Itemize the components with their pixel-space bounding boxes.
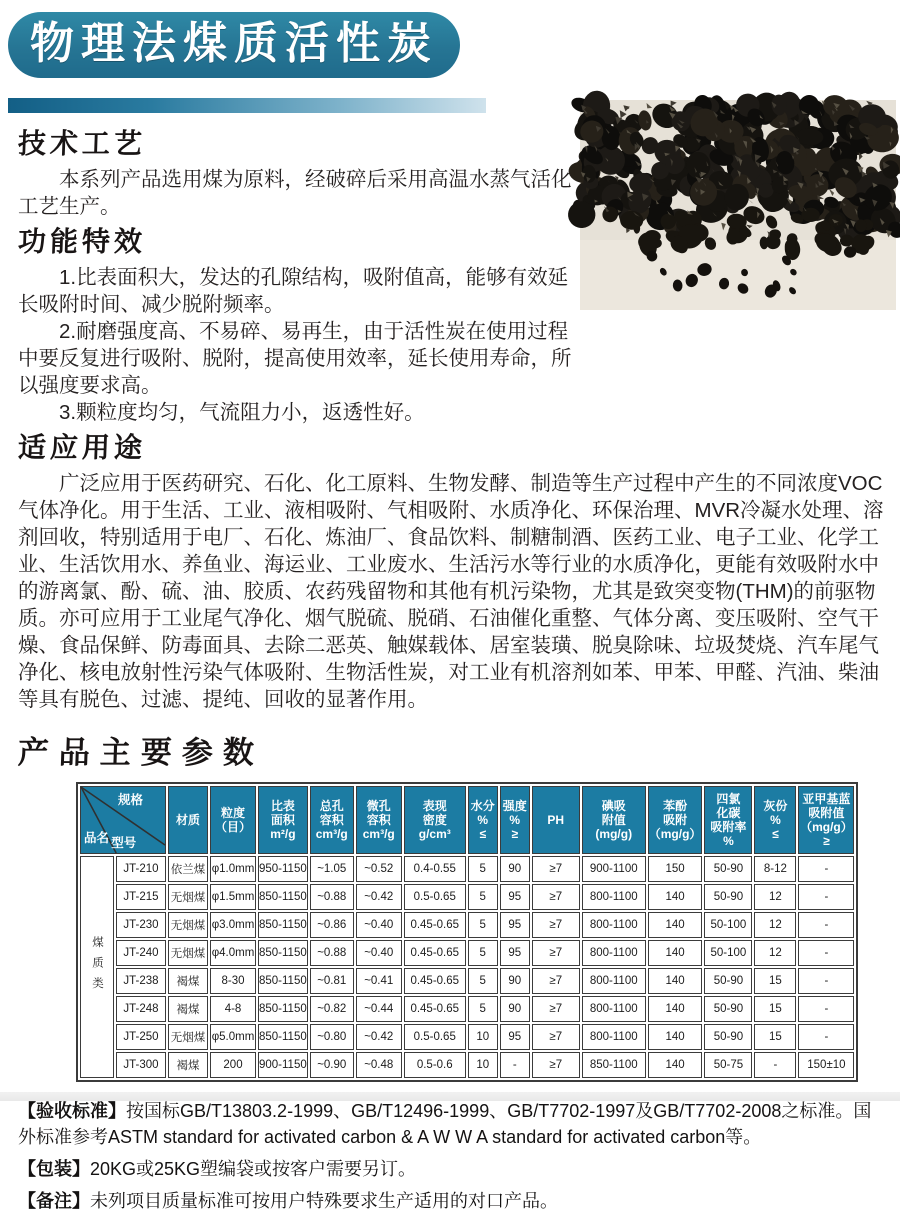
value-cell: ≥7 (532, 1052, 580, 1078)
value-cell: 50-100 (704, 940, 752, 966)
value-cell: 95 (500, 884, 530, 910)
value-cell: 800-1100 (582, 940, 646, 966)
model-cell: JT-215 (116, 884, 166, 910)
value-cell: 12 (754, 884, 796, 910)
value-cell: 900-1150 (258, 1052, 308, 1078)
value-cell: ≥7 (532, 856, 580, 882)
value-cell: ~0.52 (356, 856, 402, 882)
note-text: 按国标GB/T13803.2-1999、GB/T12496-1999、GB/T7702-1997及GB/T7702-2008之标准。国外标准参考ASTM standard for activated carbon & A W W A standard for activated carbon等。 (18, 1101, 872, 1147)
section-heading-parameters: 产品主要参数 (17, 735, 265, 770)
column-header: 亚甲基蓝 吸附值 （mg/g） ≥ (798, 786, 854, 854)
value-cell: 800-1100 (582, 912, 646, 938)
table-row (80, 856, 854, 882)
value-cell: - (754, 1052, 796, 1078)
value-cell: 0.45-0.65 (404, 968, 466, 994)
column-header: PH (532, 786, 580, 854)
value-cell: 150±10 (798, 1052, 854, 1078)
main-content (18, 122, 884, 1220)
value-cell: 12 (754, 940, 796, 966)
value-cell: ~0.44 (356, 996, 402, 1022)
corner-label-spec: 规格 (117, 793, 143, 807)
value-cell: 900-1100 (582, 856, 646, 882)
table-row (80, 968, 854, 994)
value-cell: 15 (754, 1024, 796, 1050)
value-cell: 140 (648, 884, 703, 910)
value-cell: 140 (648, 912, 703, 938)
value-cell: 15 (754, 996, 796, 1022)
value-cell: 200 (210, 1052, 256, 1078)
bottom-strip (0, 1092, 900, 1101)
note-label: 【备注】 (18, 1191, 90, 1211)
value-cell: 800-1100 (582, 884, 646, 910)
value-cell: 10 (468, 1052, 498, 1078)
value-cell: - (798, 968, 854, 994)
value-cell: 0.5-0.6 (404, 1052, 466, 1078)
table-row (80, 1024, 854, 1050)
value-cell: 无烟煤 (168, 912, 208, 938)
note-label: 【包装】 (18, 1159, 90, 1179)
value-cell: 0.45-0.65 (404, 940, 466, 966)
value-cell: ≥7 (532, 968, 580, 994)
value-cell: 依兰煤 (168, 856, 208, 882)
value-cell: 5 (468, 884, 498, 910)
applications-text: 广泛应用于医药研究、石化、化工原料、生物发酵、制造等生产过程中产生的不同浓度VOC气体净化。用于生活、工业、液相吸附、气相吸附、水质净化、环保治理、MVR冷凝水处理、溶剂回收，特别适用于电厂、石化、炼油厂、食品饮料、制糖制酒、医药工业、电子工业、化学工业、生活饮用水、养鱼业、海运业、工业废水、生活污水等行业的水质净化，更能有效吸附水中的游离氯、酚、硫、油、胶质、农药残留物和其他有机污染物，尤其是致突变物(THM)的前驱物质。亦可应用于工业尾气净化、烟气脱硫、脱硝、石油催化重整、气体分离、变压吸附、空气干燥、食品保鲜、防毒面具、去除二恶英、触媒载体、居室装璜、脱臭除味、垃圾焚烧、汽车尾气净化、核电放射性污染气体吸附、生物活性炭，对工业有机溶剂如苯、甲苯、甲醛、汽油、柴油等具有脱色、过滤、提纯、回收的显著作用。 (18, 472, 884, 711)
value-cell: φ1.0mm (210, 856, 256, 882)
section-heading-applications: 适应用途 (17, 432, 147, 463)
value-cell: 8-12 (754, 856, 796, 882)
column-header: 比表 面积 m²/g (258, 786, 308, 854)
column-header: 粒度 （目） (210, 786, 256, 854)
value-cell: 0.4-0.55 (404, 856, 466, 882)
table-row (80, 884, 854, 910)
note-packing (18, 1156, 884, 1182)
column-header: 灰份 % ≤ (754, 786, 796, 854)
spec-table (76, 782, 858, 1082)
value-cell: - (798, 1024, 854, 1050)
value-cell: 褐煤 (168, 1052, 208, 1078)
value-cell: 140 (648, 968, 703, 994)
value-cell: ~0.40 (356, 940, 402, 966)
note-acceptance (18, 1098, 884, 1150)
gradient-divider (8, 98, 486, 113)
note-text: 未列项目质量标准可按用户特殊要求生产适用的对口产品。 (90, 1191, 558, 1211)
column-header: 总孔 容积 cm³/g (310, 786, 354, 854)
column-header: 碘吸 附值 (mg/g) (582, 786, 646, 854)
column-header: 表现 密度 g/cm³ (404, 786, 466, 854)
process-text: 本系列产品选用煤为原料，经破碎后采用高温水蒸气活化工艺生产。 (18, 168, 572, 218)
column-header: 四氯 化碳 吸附率 % (704, 786, 752, 854)
value-cell: ~0.42 (356, 1024, 402, 1050)
corner-header-cell (80, 786, 166, 854)
value-cell: 90 (500, 996, 530, 1022)
value-cell: - (798, 856, 854, 882)
value-cell: 无烟煤 (168, 940, 208, 966)
category-cell: 煤质类 (80, 856, 114, 1078)
value-cell: φ5.0mm (210, 1024, 256, 1050)
column-header: 水分 % ≤ (468, 786, 498, 854)
model-cell: JT-240 (116, 940, 166, 966)
value-cell: ~0.88 (310, 884, 354, 910)
value-cell: 0.5-0.65 (404, 1024, 466, 1050)
value-cell: ~0.88 (310, 940, 354, 966)
value-cell: 50-90 (704, 1024, 752, 1050)
model-cell: JT-230 (116, 912, 166, 938)
value-cell: ≥7 (532, 884, 580, 910)
title-banner (8, 12, 460, 78)
value-cell: 10 (468, 1024, 498, 1050)
value-cell: ≥7 (532, 940, 580, 966)
value-cell: 800-1100 (582, 968, 646, 994)
value-cell: ~0.40 (356, 912, 402, 938)
value-cell: 4-8 (210, 996, 256, 1022)
value-cell: 850-1150 (258, 1024, 308, 1050)
table-row (80, 912, 854, 938)
value-cell: 50-100 (704, 912, 752, 938)
value-cell: 50-90 (704, 884, 752, 910)
column-header: 强度 % ≥ (500, 786, 530, 854)
value-cell: 800-1100 (582, 996, 646, 1022)
value-cell: ~1.05 (310, 856, 354, 882)
value-cell: ~0.81 (310, 968, 354, 994)
value-cell: ~0.41 (356, 968, 402, 994)
model-cell: JT-248 (116, 996, 166, 1022)
value-cell: - (798, 996, 854, 1022)
page-title: 物理法煤质活性炭 (30, 19, 438, 68)
value-cell: ~0.90 (310, 1052, 354, 1078)
value-cell: 140 (648, 1024, 703, 1050)
value-cell: 95 (500, 912, 530, 938)
value-cell: 95 (500, 1024, 530, 1050)
value-cell: 0.45-0.65 (404, 912, 466, 938)
column-header: 微孔 容积 cm³/g (356, 786, 402, 854)
value-cell: 140 (648, 996, 703, 1022)
value-cell: 50-90 (704, 968, 752, 994)
value-cell: 5 (468, 856, 498, 882)
value-cell: 0.5-0.65 (404, 884, 466, 910)
note-remark (18, 1188, 884, 1214)
value-cell: 0.45-0.65 (404, 996, 466, 1022)
value-cell: 850-1150 (258, 912, 308, 938)
value-cell: - (798, 884, 854, 910)
value-cell: - (500, 1052, 530, 1078)
note-text: 20KG或25KG塑编袋或按客户需要另订。 (90, 1159, 417, 1179)
model-cell: JT-300 (116, 1052, 166, 1078)
value-cell: 5 (468, 912, 498, 938)
corner-label-model: 型号 (111, 836, 137, 850)
value-cell: ~0.48 (356, 1052, 402, 1078)
value-cell: 无烟煤 (168, 884, 208, 910)
value-cell: ~0.86 (310, 912, 354, 938)
value-cell: ~0.42 (356, 884, 402, 910)
value-cell: 无烟煤 (168, 1024, 208, 1050)
value-cell: 850-1150 (258, 940, 308, 966)
footer-notes (18, 1098, 884, 1214)
value-cell: 140 (648, 1052, 703, 1078)
note-label: 【验收标准】 (18, 1101, 126, 1121)
value-cell: ~0.80 (310, 1024, 354, 1050)
model-cell: JT-210 (116, 856, 166, 882)
value-cell: 12 (754, 912, 796, 938)
value-cell: - (798, 940, 854, 966)
model-cell: JT-250 (116, 1024, 166, 1050)
value-cell: 850-1150 (258, 884, 308, 910)
value-cell: 15 (754, 968, 796, 994)
value-cell: 褐煤 (168, 996, 208, 1022)
value-cell: φ3.0mm (210, 912, 256, 938)
value-cell: 800-1100 (582, 1024, 646, 1050)
value-cell: 5 (468, 968, 498, 994)
value-cell: ≥7 (532, 1024, 580, 1050)
value-cell: 5 (468, 940, 498, 966)
table-row (80, 940, 854, 966)
section-heading-features: 功能特效 (17, 226, 147, 257)
value-cell: - (798, 912, 854, 938)
value-cell: 850-1150 (258, 996, 308, 1022)
value-cell: 50-75 (704, 1052, 752, 1078)
value-cell: ≥7 (532, 912, 580, 938)
value-cell: 950-1150 (258, 856, 308, 882)
column-header: 苯酚 吸附 （mg/g） (648, 786, 703, 854)
model-cell: JT-238 (116, 968, 166, 994)
value-cell: 8-30 (210, 968, 256, 994)
value-cell: ≥7 (532, 996, 580, 1022)
feature-item: 1.比表面积大，发达的孔隙结构，吸附值高，能够有效延长吸附时间、减少脱附频率。 (18, 266, 569, 316)
value-cell: φ4.0mm (210, 940, 256, 966)
value-cell: 50-90 (704, 856, 752, 882)
value-cell: 140 (648, 940, 703, 966)
value-cell: 850-1150 (258, 968, 308, 994)
section-heading-process: 技术工艺 (17, 128, 147, 159)
corner-label-name: 品名 (84, 831, 110, 845)
value-cell: φ1.5mm (210, 884, 256, 910)
value-cell: 褐煤 (168, 968, 208, 994)
feature-item: 3.颗粒度均匀，气流阻力小，返透性好。 (59, 401, 425, 424)
value-cell: ~0.82 (310, 996, 354, 1022)
table-row (80, 1052, 854, 1078)
value-cell: 90 (500, 856, 530, 882)
value-cell: 850-1100 (582, 1052, 646, 1078)
table-row (80, 996, 854, 1022)
column-header: 材质 (168, 786, 208, 854)
value-cell: 5 (468, 996, 498, 1022)
value-cell: 90 (500, 968, 530, 994)
value-cell: 95 (500, 940, 530, 966)
feature-item: 2.耐磨强度高、不易碎、易再生，由于活性炭在使用过程中要反复进行吸附、脱附，提高使用效率，延长使用寿命，所以强度要求高。 (18, 320, 572, 397)
value-cell: 150 (648, 856, 703, 882)
value-cell: 50-90 (704, 996, 752, 1022)
